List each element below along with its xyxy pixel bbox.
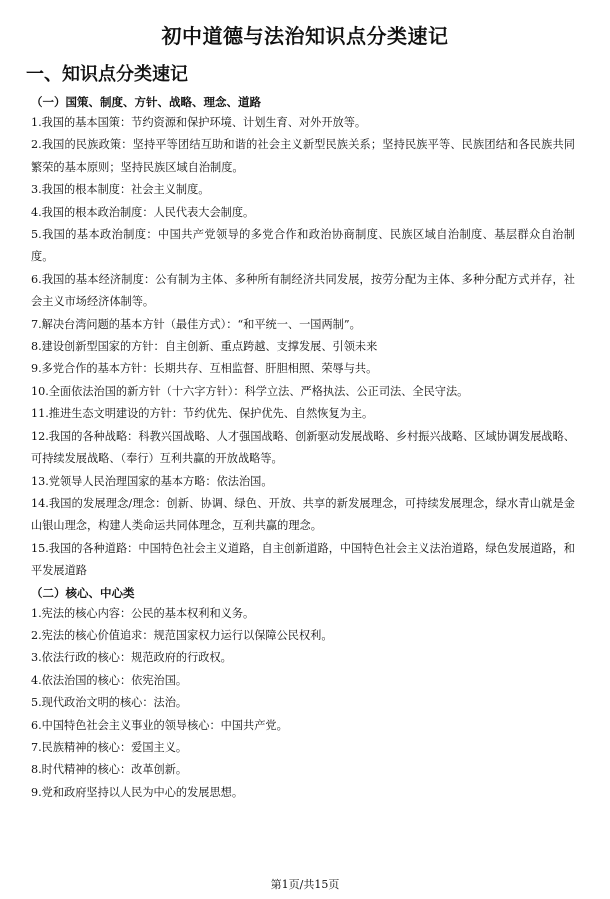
list-item: 12.我国的各种战略：科教兴国战略、人才强国战略、创新驱动发展战略、乡村振兴战略、区域协调发展战略、可持续发展战略、（奉行）互利共赢的开放战略等。 <box>31 429 575 466</box>
subsection-heading-2: （二）核心、中心类 <box>31 585 135 600</box>
list-item: 8.时代精神的核心：改革创新。 <box>31 763 188 777</box>
list-item: 14.我国的发展理念/理念：创新、协调、绿色、开放、共享的新发展理念，可持续发展理念，绿水青山就是金山银山理念，构建人类命运共同体理念，互利共赢的理念。 <box>31 496 575 533</box>
list-item: 6.中国特色社会主义事业的领导核心：中国共产党。 <box>31 718 288 732</box>
list-item: 1.宪法的核心内容：公民的基本权利和义务。 <box>31 606 255 620</box>
list-item: 13.党领导人民治理国家的基本方略：依法治国。 <box>31 474 273 488</box>
list-item: 2.我国的民族政策：坚持平等团结互助和谐的社会主义新型民族关系；坚持民族平等、民族团结和各民族共同繁荣的基本原则；坚持民族区域自治制度。 <box>31 138 575 174</box>
list-item: 7.解决台湾问题的基本方针（最佳方式）：“和平统一、一国两制”。 <box>31 317 361 331</box>
list-item: 5.现代政治文明的核心：法治。 <box>31 696 188 710</box>
list-item: 15.我国的各种道路：中国特色社会主义道路，自主创新道路，中国特色社会主义法治道路，绿色发展道路，和平发展道路 <box>31 541 575 578</box>
list-item: 3.依法行政的核心：规范政府的行政权。 <box>31 651 232 665</box>
page-number: 第1页/共15页 <box>270 878 340 891</box>
list-item: 5.我国的基本政治制度：中国共产党领导的多党合作和政治协商制度、民族区域自治制度、基层群众自治制度。 <box>31 228 575 264</box>
list-item: 6.我国的基本经济制度：公有制为主体、多种所有制经济共同发展，按劳分配为主体、多种分配方式并存，社会主义市场经济体制等。 <box>31 272 575 309</box>
list-item: 3.我国的根本制度：社会主义制度。 <box>31 183 210 197</box>
list-item: 1.我国的基本国策：节约资源和保护环境、计划生育、对外开放等。 <box>31 116 367 129</box>
list-item: 9.多党合作的基本方针：长期共存、互相监督、肝胆相照、荣辱与共。 <box>31 362 378 376</box>
page-title: 初中道德与法治知识点分类速记 <box>161 24 449 48</box>
subsection-heading-1: （一）国策、制度、方针、战略、理念、道路 <box>31 95 261 109</box>
list-item: 4.我国的根本政治制度：人民代表大会制度。 <box>31 205 255 219</box>
section-heading: 一、知识点分类速记 <box>26 64 188 85</box>
list-item: 8.建设创新型国家的方针：自主创新、重点跨越、支撑发展、引领未来 <box>31 340 378 354</box>
list-item: 11.推进生态文明建设的方针：节约优先、保护优先、自然恢复为主。 <box>31 407 374 421</box>
list-item: 10.全面依法治国的新方针（十六字方针）：科学立法、严格执法、公正司法、全民守法。 <box>31 384 469 398</box>
list-item: 7.民族精神的核心：爱国主义。 <box>31 740 188 754</box>
list-item: 2.宪法的核心价值追求：规范国家权力运行以保障公民权利。 <box>31 628 333 642</box>
list-item: 9.党和政府坚持以人民为中心的发展思想。 <box>31 785 244 799</box>
document-body <box>31 92 575 804</box>
list-item: 4.依法治国的核心：依宪治国。 <box>31 673 188 687</box>
